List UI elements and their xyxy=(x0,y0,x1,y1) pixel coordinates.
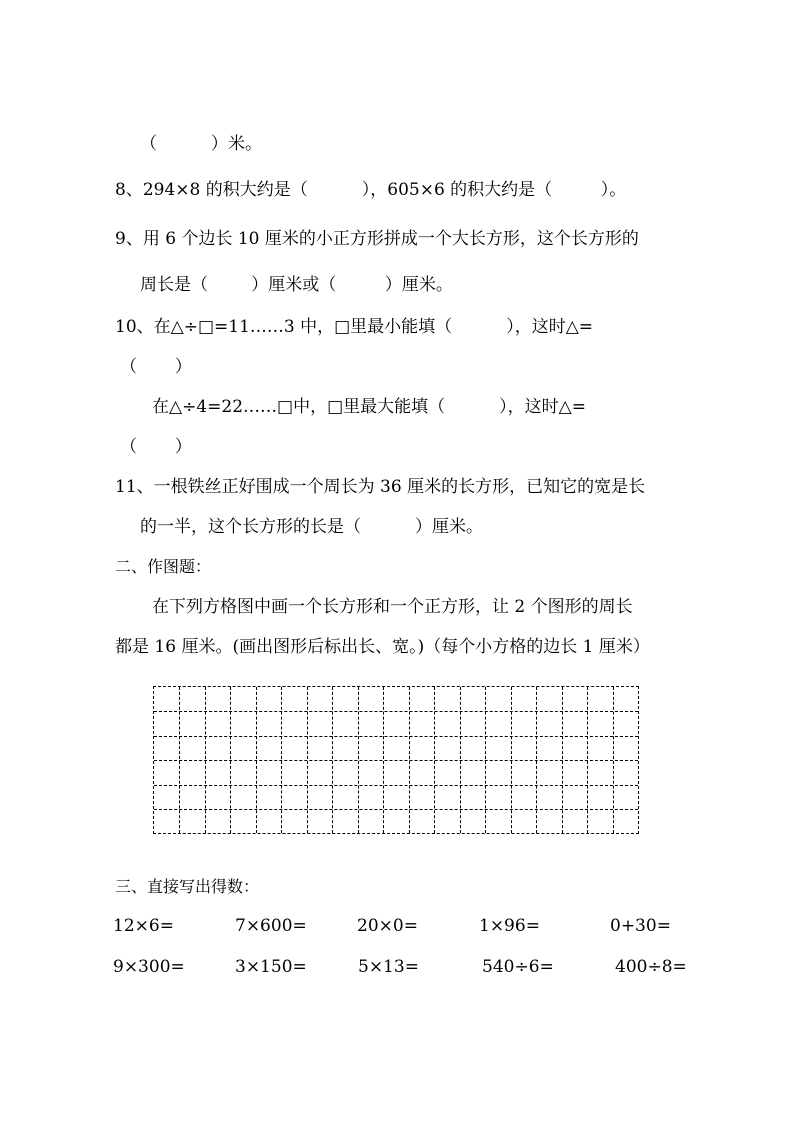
calc-r2-c4: 540÷6= xyxy=(482,957,554,977)
calc-r2-c1: 9×300= xyxy=(113,957,185,977)
section-2-instruction-line2: 都是 16 厘米。(画出图形后标出长、宽。)（每个小方格的边长 1 厘米） xyxy=(115,637,650,657)
calc-r2-c2: 3×150= xyxy=(235,957,307,977)
question-9-line2: 周长是（ ）厘米或（ ）厘米。 xyxy=(140,275,453,295)
question-10-line4: （ ） xyxy=(120,437,192,457)
grid-line xyxy=(154,785,638,786)
section-3-heading: 三、直接写出得数： xyxy=(115,877,260,896)
calc-r1-c4: 1×96= xyxy=(479,916,540,936)
section-2-instruction-line1: 在下列方格图中画一个长方形和一个正方形，让 2 个图形的周长 xyxy=(152,597,633,617)
question-11-line2: 的一半，这个长方形的长是（ ）厘米。 xyxy=(140,517,484,537)
question-8: 8、294×8 的积大约是（ ），605×6 的积大约是（ ）。 xyxy=(115,180,627,200)
grid-line xyxy=(154,711,638,712)
calc-r2-c5: 400÷8= xyxy=(615,957,687,977)
calc-r1-c2: 7×600= xyxy=(235,916,307,936)
question-10-line3: 在△÷4=22……□中，□里最大能填（ ），这时△= xyxy=(152,397,586,417)
section-2-heading: 二、作图题： xyxy=(115,557,212,576)
question-11-line1: 11、一根铁丝正好围成一个周长为 36 厘米的长方形，已知它的宽是长 xyxy=(115,477,646,497)
question-10-line2: （ ） xyxy=(120,357,192,377)
grid-line xyxy=(154,760,638,761)
grid-line xyxy=(154,736,638,737)
grid-line xyxy=(154,809,638,810)
drawing-grid[interactable] xyxy=(153,686,639,834)
question-9-line1: 9、用 6 个边长 10 厘米的小正方形拼成一个大长方形，这个长方形的 xyxy=(115,229,639,249)
calc-r1-c5: 0+30= xyxy=(610,916,671,936)
calc-r2-c3: 5×13= xyxy=(358,957,419,977)
calc-r1-c3: 20×0= xyxy=(357,916,418,936)
calc-r1-c1: 12×6= xyxy=(113,916,174,936)
q7-tail: （ ）米。 xyxy=(140,134,263,154)
question-10-line1: 10、在△÷□=11……3 中，□里最小能填（ ），这时△= xyxy=(115,317,594,337)
